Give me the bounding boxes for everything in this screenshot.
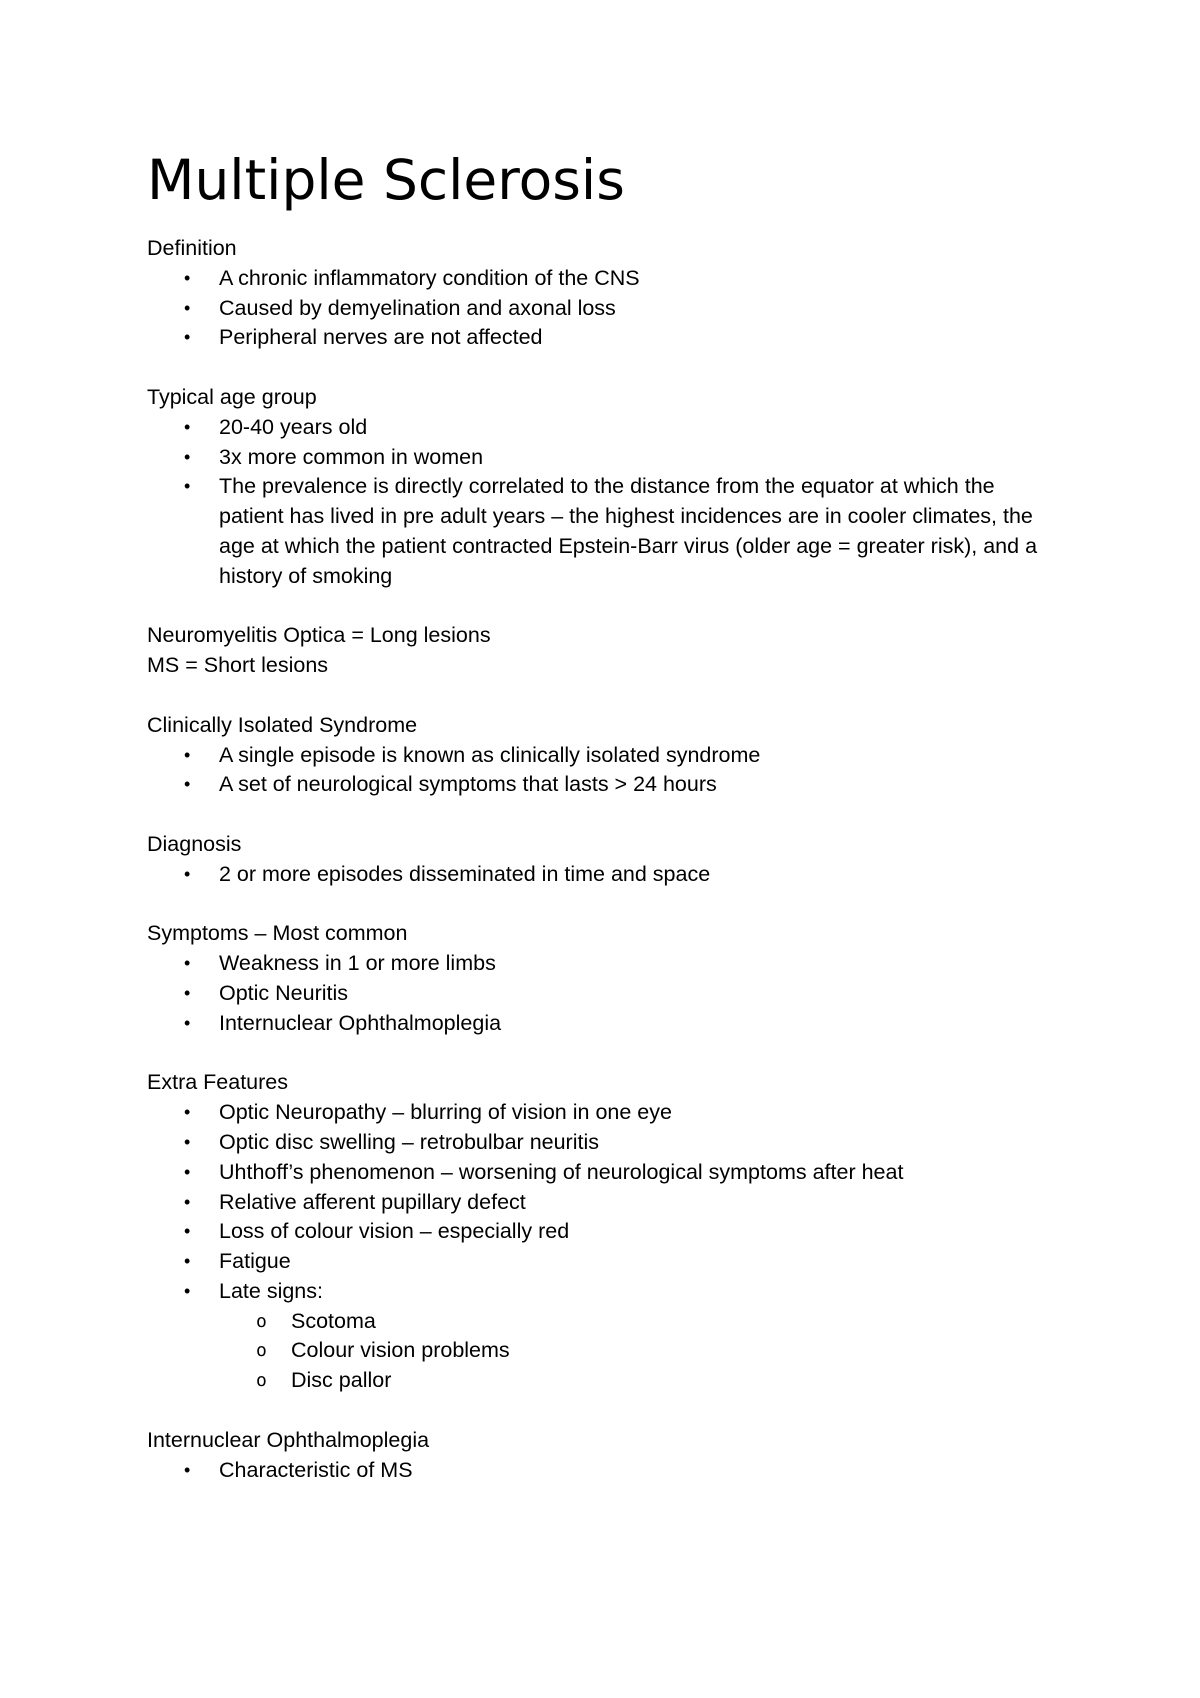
bullet-icon: • bbox=[184, 327, 191, 348]
sub-list-item: o Colour vision problems bbox=[147, 1336, 1067, 1366]
section-heading-extra-features: Extra Features bbox=[147, 1070, 288, 1095]
bullet-icon: • bbox=[184, 982, 191, 1003]
age-group-list bbox=[147, 413, 1067, 592]
list-item: • Loss of colour vision – especially red bbox=[147, 1217, 1067, 1247]
extra-features-list bbox=[147, 1098, 1067, 1396]
bullet-icon: • bbox=[184, 1191, 191, 1212]
bullet-icon: • bbox=[184, 1221, 191, 1242]
lesion-note-nmo: Neuromyelitis Optica = Long lesions bbox=[147, 623, 491, 648]
symptoms-list bbox=[147, 949, 1067, 1038]
list-item: • Fatigue bbox=[147, 1247, 1067, 1277]
list-item: • 3x more common in women bbox=[147, 443, 1067, 473]
list-item: • A chronic inflammatory condition of the CNS bbox=[147, 264, 1067, 294]
list-item: • Uhthoff’s phenomenon – worsening of neurological symptoms after heat bbox=[147, 1158, 1067, 1188]
bullet-icon: • bbox=[184, 297, 191, 318]
bullet-icon: • bbox=[184, 863, 191, 884]
list-item: • Peripheral nerves are not affected bbox=[147, 323, 1067, 353]
list-item: • Optic Neuropathy – blurring of vision in one eye bbox=[147, 1098, 1067, 1128]
late-signs-list bbox=[147, 1307, 1067, 1396]
list-item: • 20-40 years old bbox=[147, 413, 1067, 443]
late-signs-container bbox=[147, 1307, 1067, 1396]
spacer bbox=[147, 1396, 1067, 1426]
spacer bbox=[147, 681, 1067, 711]
document-page bbox=[147, 148, 1067, 1485]
sub-list-item: o Scotoma bbox=[147, 1307, 1067, 1337]
section-heading-ino: Internuclear Ophthalmoplegia bbox=[147, 1427, 430, 1452]
bullet-icon: • bbox=[184, 1280, 191, 1301]
section-heading-cis: Clinically Isolated Syndrome bbox=[147, 712, 418, 737]
section-heading-age-group: Typical age group bbox=[147, 384, 317, 409]
bullet-icon: • bbox=[184, 774, 191, 795]
section-heading-definition: Definition bbox=[147, 236, 237, 260]
bullet-icon: • bbox=[184, 744, 191, 765]
bullet-icon: • bbox=[184, 416, 191, 437]
list-item: • Weakness in 1 or more limbs bbox=[147, 949, 1067, 979]
spacer bbox=[147, 353, 1067, 383]
bullet-icon: • bbox=[184, 267, 191, 288]
list-item: • Late signs: bbox=[147, 1277, 1067, 1307]
spacer bbox=[147, 592, 1067, 622]
list-item: • The prevalence is directly correlated to the distance from the equator at which the patient has lived in pre adult years – the highest incidences are in cooler climates, the age at which the patient contracted Epstein-Barr virus (older age = greater risk), and a history of smoking bbox=[184, 474, 1038, 588]
list-item: • Internuclear Ophthalmoplegia bbox=[147, 1009, 1067, 1039]
list-item: • Relative afferent pupillary defect bbox=[147, 1188, 1067, 1218]
bullet-icon: • bbox=[184, 1251, 191, 1272]
lesion-note-ms: MS = Short lesions bbox=[147, 653, 329, 678]
hollow-bullet-icon: o bbox=[256, 1370, 267, 1392]
bullet-icon: • bbox=[184, 446, 191, 467]
bullet-icon: • bbox=[184, 1459, 191, 1480]
bullet-icon: • bbox=[184, 1012, 191, 1033]
cis-list bbox=[147, 741, 1067, 801]
diagnosis-list bbox=[147, 860, 1067, 890]
list-item: • Optic Neuritis bbox=[147, 979, 1067, 1009]
bullet-icon: • bbox=[184, 1102, 191, 1123]
hollow-bullet-icon: o bbox=[256, 1340, 267, 1362]
spacer bbox=[147, 890, 1067, 920]
definition-list bbox=[147, 264, 1067, 353]
list-item: • Optic disc swelling – retrobulbar neuritis bbox=[147, 1128, 1067, 1158]
section-heading-symptoms: Symptoms – Most common bbox=[147, 921, 408, 946]
list-item: • Characteristic of MS bbox=[147, 1456, 1067, 1486]
spacer bbox=[147, 1039, 1067, 1069]
page-title: Multiple Sclerosis bbox=[147, 148, 625, 212]
list-item: • Caused by demyelination and axonal loss bbox=[147, 294, 1067, 324]
bullet-icon: • bbox=[184, 953, 191, 974]
bullet-icon: • bbox=[184, 1161, 191, 1182]
sub-list-item: o Disc pallor bbox=[147, 1366, 1067, 1396]
section-heading-diagnosis: Diagnosis bbox=[147, 831, 242, 856]
spacer bbox=[147, 800, 1067, 830]
hollow-bullet-icon: o bbox=[256, 1310, 267, 1332]
bullet-icon: • bbox=[184, 1131, 191, 1152]
bullet-icon: • bbox=[184, 476, 191, 497]
list-item: • 2 or more episodes disseminated in time and space bbox=[147, 860, 1067, 890]
ino-list bbox=[147, 1456, 1067, 1486]
list-item: • A single episode is known as clinically isolated syndrome bbox=[147, 741, 1067, 771]
list-item: • A set of neurological symptoms that lasts > 24 hours bbox=[147, 770, 1067, 800]
